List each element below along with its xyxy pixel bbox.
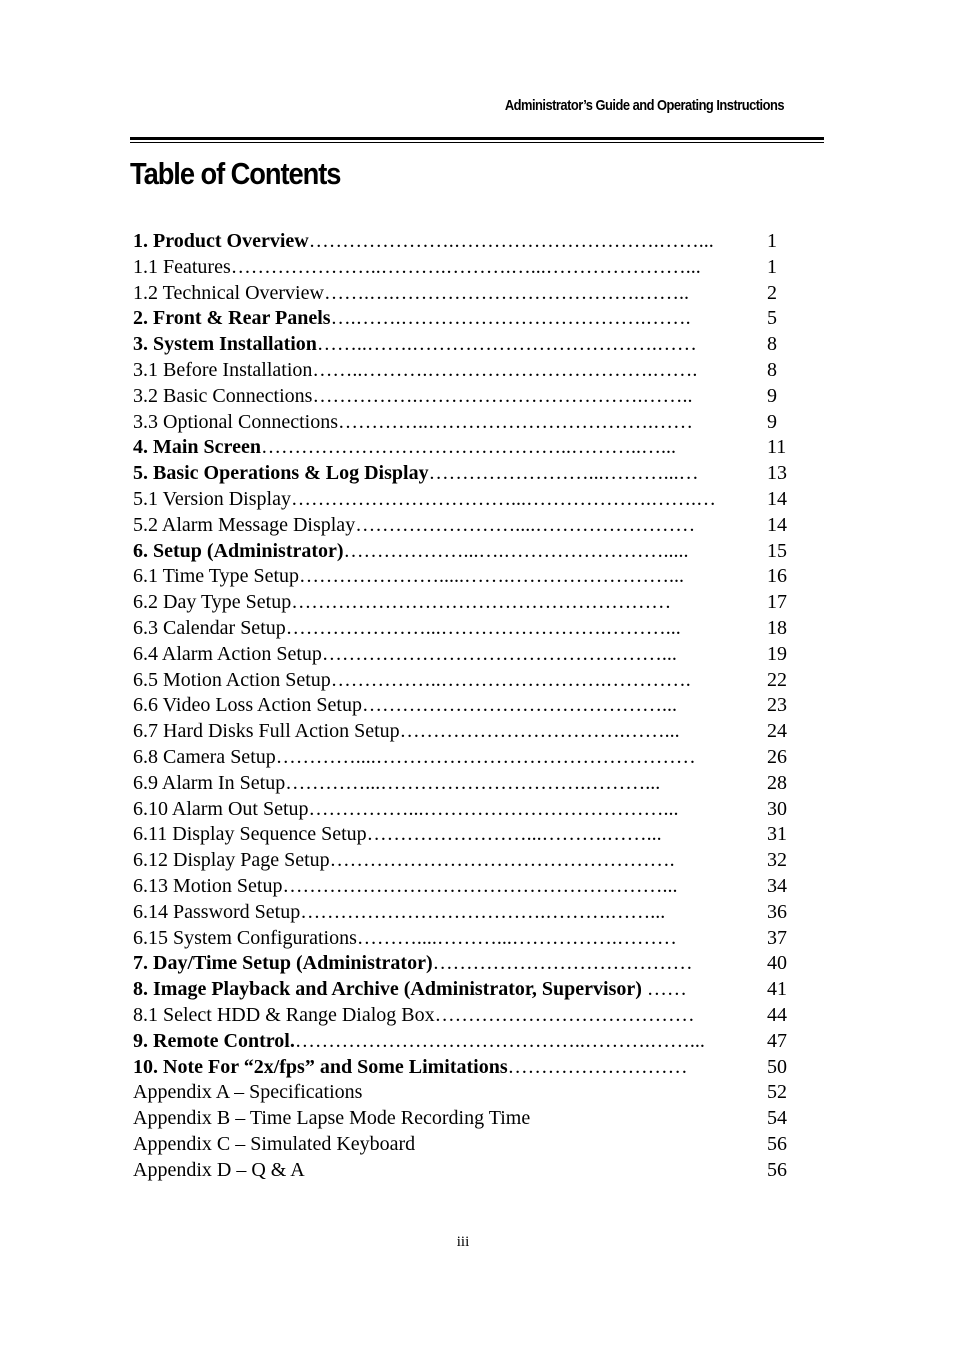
- toc-dot-leader: ……………………………...……………….…….…: [290, 487, 716, 510]
- toc-entry-page: 52: [767, 1081, 787, 1104]
- toc-dot-leader: ……………………………………………...: [321, 642, 677, 665]
- toc-entry-label: [133, 1029, 755, 1055]
- toc-entry-page: 2: [767, 281, 777, 304]
- toc-entry-page: 19: [767, 642, 787, 665]
- toc-entry-label: [133, 564, 755, 590]
- toc-entry-page: 50: [767, 1055, 787, 1078]
- toc-entry[interactable]: [133, 900, 793, 926]
- toc-entry[interactable]: [133, 822, 793, 848]
- toc-entry[interactable]: [133, 1080, 793, 1106]
- toc-entry-page: 9: [767, 410, 777, 433]
- toc-dot-leader: ……………………...……….……...: [366, 823, 662, 846]
- header-rule-thin: [130, 142, 824, 143]
- toc-entry-label: [133, 255, 755, 281]
- toc-entry-page: 32: [767, 849, 787, 872]
- toc-entry-label: [133, 435, 755, 461]
- toc-entry-title: 6.11 Display Sequence Setup: [133, 823, 367, 846]
- toc-entry-title: 6.3 Calendar Setup: [133, 616, 286, 639]
- toc-dot-leader: ………………….………………………….……...: [308, 230, 714, 252]
- toc-entry-page: 40: [767, 952, 787, 975]
- toc-dot-leader: ………………...….…………………….....: [343, 539, 689, 562]
- toc-entry-label: [133, 642, 755, 668]
- toc-dot-leader: ………………………: [507, 1055, 688, 1078]
- toc-entry-page: 23: [767, 694, 787, 717]
- toc-entry[interactable]: [133, 461, 793, 487]
- toc-dot-leader: ……………..…………………….………….: [330, 668, 691, 691]
- toc-entry-label: [133, 900, 755, 926]
- toc-entry-title: Appendix C – Simulated Keyboard: [133, 1132, 416, 1155]
- toc-dot-leader: ………………………………………..………..…...: [260, 436, 676, 459]
- toc-entry-title: Appendix A – Specifications: [133, 1081, 363, 1104]
- table-of-contents: [133, 229, 793, 1183]
- toc-entry-page: 56: [767, 1158, 787, 1181]
- toc-dot-leader: ……..……….…………………………….…….: [312, 358, 698, 381]
- toc-entry[interactable]: [133, 848, 793, 874]
- toc-entry-title: 1.1 Features: [133, 255, 231, 278]
- toc-entry-page: 34: [767, 874, 787, 897]
- toc-entry-page: 36: [767, 900, 787, 923]
- toc-entry-title: 6.2 Day Type Setup: [133, 591, 292, 614]
- toc-entry[interactable]: [133, 281, 793, 307]
- toc-dot-leader: …………………………………………….: [329, 849, 675, 872]
- toc-entry-title: Appendix D – Q & A: [133, 1158, 305, 1181]
- toc-entry-label: [133, 977, 755, 1003]
- page-number: iii: [456, 1234, 470, 1250]
- toc-entry-title: 6.4 Alarm Action Setup: [133, 642, 322, 665]
- toc-dot-leader: …………..…………………………….……: [337, 410, 693, 433]
- toc-entry-page: 18: [767, 616, 787, 639]
- toc-entry-title: 9. Remote Control.: [133, 1029, 295, 1052]
- toc-dot-leader: …………...………………………….………...: [285, 771, 661, 794]
- running-header: Administrator’s Guide and Operating Instructions: [504, 97, 784, 114]
- toc-entry[interactable]: [133, 1158, 793, 1184]
- toc-entry[interactable]: [133, 513, 793, 539]
- toc-entry-page: 5: [767, 307, 777, 330]
- toc-dot-leader: …………………………………: [434, 1003, 695, 1026]
- toc-entry-page: 8: [767, 358, 777, 381]
- toc-entry[interactable]: [133, 693, 793, 719]
- toc-entry-label: [133, 384, 755, 410]
- toc-entry[interactable]: [133, 487, 793, 513]
- toc-entry[interactable]: [133, 1132, 793, 1158]
- toc-entry-title: 6.12 Display Page Setup: [133, 849, 330, 872]
- toc-entry[interactable]: [133, 1029, 793, 1055]
- toc-dot-leader: ……………………...………...…: [428, 462, 699, 485]
- toc-entry-page: 26: [767, 745, 787, 768]
- toc-entry-label: [133, 745, 755, 771]
- toc-entry[interactable]: [133, 255, 793, 281]
- toc-dot-leader: …………….…………………………….……..: [312, 384, 693, 407]
- toc-entry-title: 5. Basic Operations & Log Display: [133, 462, 429, 485]
- toc-entry-title: 8.1 Select HDD & Range Dialog Box: [133, 1003, 435, 1026]
- toc-entry[interactable]: [133, 616, 793, 642]
- toc-entry[interactable]: [133, 668, 793, 694]
- toc-entry-title: 5.1 Version Display: [133, 487, 291, 510]
- toc-entry[interactable]: [133, 1055, 793, 1081]
- toc-entry[interactable]: [133, 951, 793, 977]
- toc-entry-label: [133, 590, 755, 616]
- toc-entry-page: 13: [767, 462, 787, 485]
- toc-entry-title: 8. Image Playback and Archive (Administrator, Supervisor): [133, 978, 642, 1001]
- toc-entry[interactable]: [133, 977, 793, 1003]
- toc-entry-label: [133, 822, 755, 848]
- toc-entry-title: 7. Day/Time Setup (Administrator): [133, 952, 433, 975]
- toc-entry-title: 1.2 Technical Overview: [133, 281, 324, 304]
- toc-entry-label: [133, 332, 755, 358]
- toc-entry[interactable]: [133, 642, 793, 668]
- toc-dot-leader: ….…….……………………………….…….: [330, 307, 691, 330]
- toc-entry[interactable]: [133, 797, 793, 823]
- toc-dot-leader: …………………………………: [432, 952, 693, 975]
- toc-entry-title: 6.10 Alarm Out Setup: [133, 797, 309, 820]
- toc-entry[interactable]: [133, 410, 793, 436]
- toc-dot-leader: …………………...…………………….………...: [285, 616, 681, 639]
- toc-entry-label: [133, 487, 755, 513]
- toc-entry-label: [133, 1158, 755, 1184]
- toc-entry-title: 10. Note For “2x/fps” and Some Limitations: [133, 1055, 508, 1078]
- toc-entry-page: 47: [767, 1029, 787, 1052]
- toc-entry-label: [133, 410, 755, 436]
- toc-entry-label: [133, 951, 755, 977]
- toc-entry-title: 6.6 Video Loss Action Setup: [133, 694, 362, 717]
- toc-entry[interactable]: [133, 384, 793, 410]
- toc-entry-title: 3.2 Basic Connections: [133, 384, 313, 407]
- toc-dot-leader: ……………...………………………………...: [308, 797, 679, 820]
- toc-entry-title: 3.3 Optional Connections: [133, 410, 338, 433]
- toc-entry-label: [133, 719, 755, 745]
- toc-entry-label: [133, 693, 755, 719]
- toc-entry-page: 41: [767, 978, 787, 1001]
- toc-entry-label: [133, 1003, 755, 1029]
- toc-entry-label: [133, 668, 755, 694]
- toc-entry-title: 6.9 Alarm In Setup: [133, 771, 286, 794]
- toc-entry-label: [133, 874, 755, 900]
- toc-entry[interactable]: [133, 306, 793, 332]
- toc-entry-page: 11: [767, 436, 787, 459]
- toc-dot-leader: …….….……………………………….……..: [323, 281, 689, 304]
- toc-dot-leader: ……..…….……………………………….……: [316, 333, 697, 356]
- toc-entry-label: [133, 306, 755, 332]
- toc-entry-title: 6.13 Motion Setup: [133, 874, 283, 897]
- toc-entry-page: 17: [767, 591, 787, 614]
- toc-dot-leader: …………………..……….……….…...…………………...: [230, 255, 701, 278]
- header-rule-thick: [130, 137, 824, 140]
- toc-entry[interactable]: [133, 539, 793, 565]
- toc-entry[interactable]: [133, 435, 793, 461]
- toc-entry-title: 6. Setup (Administrator): [133, 539, 344, 562]
- toc-entry-page: 1: [767, 255, 777, 278]
- toc-entry-label: [133, 771, 755, 797]
- toc-entry-title: 6.7 Hard Disks Full Action Setup: [133, 720, 400, 743]
- toc-entry-page: 14: [767, 513, 787, 536]
- toc-entry-label: [133, 229, 755, 255]
- toc-entry-page: 28: [767, 771, 787, 794]
- toc-entry-page: 44: [767, 1003, 787, 1026]
- toc-entry-label: [133, 616, 755, 642]
- toc-entry-page: 31: [767, 823, 787, 846]
- toc-dot-leader: …………………………….……...: [399, 720, 680, 743]
- toc-entry-title: Appendix B – Time Lapse Mode Recording Time: [133, 1107, 531, 1130]
- toc-entry-title: 4. Main Screen: [133, 436, 261, 459]
- toc-dot-leader: ………………………………………...: [361, 694, 677, 717]
- toc-entry[interactable]: [133, 229, 793, 255]
- toc-dot-leader: ……: [641, 978, 687, 1001]
- toc-dot-leader: ……………………………………..……….……...: [294, 1029, 705, 1052]
- toc-entry-page: 8: [767, 333, 777, 356]
- toc-entry[interactable]: [133, 745, 793, 771]
- toc-dot-leader: ………....………...…………….………: [356, 926, 677, 949]
- page-title: Table of Contents: [130, 156, 341, 191]
- toc-entry-page: 16: [767, 565, 787, 588]
- toc-entry[interactable]: [133, 358, 793, 384]
- toc-entry[interactable]: [133, 332, 793, 358]
- toc-entry-label: [133, 848, 755, 874]
- toc-entry[interactable]: [133, 1003, 793, 1029]
- toc-entry-title: 6.8 Camera Setup: [133, 745, 276, 768]
- toc-entry-label: [133, 513, 755, 539]
- toc-dot-leader: …………………………………………………: [291, 591, 672, 614]
- toc-entry[interactable]: [133, 926, 793, 952]
- toc-entry-label: [133, 1080, 755, 1106]
- toc-entry-title: 2. Front & Rear Panels: [133, 307, 331, 330]
- toc-entry-label: [133, 1132, 755, 1158]
- toc-entry-title: 3.1 Before Installation: [133, 358, 313, 381]
- toc-entry[interactable]: [133, 1106, 793, 1132]
- toc-entry-page: 22: [767, 668, 787, 691]
- toc-dot-leader: ………………….....…….……………………...: [299, 565, 685, 588]
- toc-entry-label: [133, 461, 755, 487]
- toc-entry[interactable]: [133, 590, 793, 616]
- toc-entry-page: 14: [767, 487, 787, 510]
- toc-entry[interactable]: [133, 719, 793, 745]
- toc-entry-page: 15: [767, 539, 787, 562]
- toc-entry-page: 24: [767, 720, 787, 743]
- toc-entry-title: 3. System Installation: [133, 333, 317, 356]
- toc-dot-leader: ……………………....……………………: [355, 513, 696, 536]
- toc-entry-label: [133, 926, 755, 952]
- toc-entry-label: [133, 797, 755, 823]
- toc-entry-page: 54: [767, 1107, 787, 1130]
- toc-entry[interactable]: [133, 771, 793, 797]
- toc-entry-title: 6.5 Motion Action Setup: [133, 668, 331, 691]
- toc-entry-title: 6.14 Password Setup: [133, 900, 301, 923]
- toc-entry[interactable]: [133, 564, 793, 590]
- toc-entry-title: 1. Product Overview: [133, 230, 309, 252]
- toc-entry-page: 37: [767, 926, 787, 949]
- toc-entry-page: 9: [767, 384, 777, 407]
- toc-entry-label: [133, 358, 755, 384]
- toc-entry-title: 6.15 System Configurations: [133, 926, 357, 949]
- toc-dot-leader: …………………………………………………...: [282, 874, 678, 897]
- toc-entry-label: [133, 1106, 755, 1132]
- toc-entry-page: 1: [767, 230, 777, 252]
- toc-dot-leader: …………....…………………………………………: [275, 745, 696, 768]
- toc-entry-title: 5.2 Alarm Message Display: [133, 513, 356, 536]
- toc-entry-label: [133, 539, 755, 565]
- toc-entry-page: 56: [767, 1132, 787, 1155]
- toc-entry[interactable]: [133, 874, 793, 900]
- toc-entry-label: [133, 281, 755, 307]
- toc-entry-title: 6.1 Time Type Setup: [133, 565, 300, 588]
- toc-dot-leader: ……………………………….……….……...: [300, 900, 666, 923]
- toc-entry-page: 30: [767, 797, 787, 820]
- toc-entry-label: [133, 1055, 755, 1081]
